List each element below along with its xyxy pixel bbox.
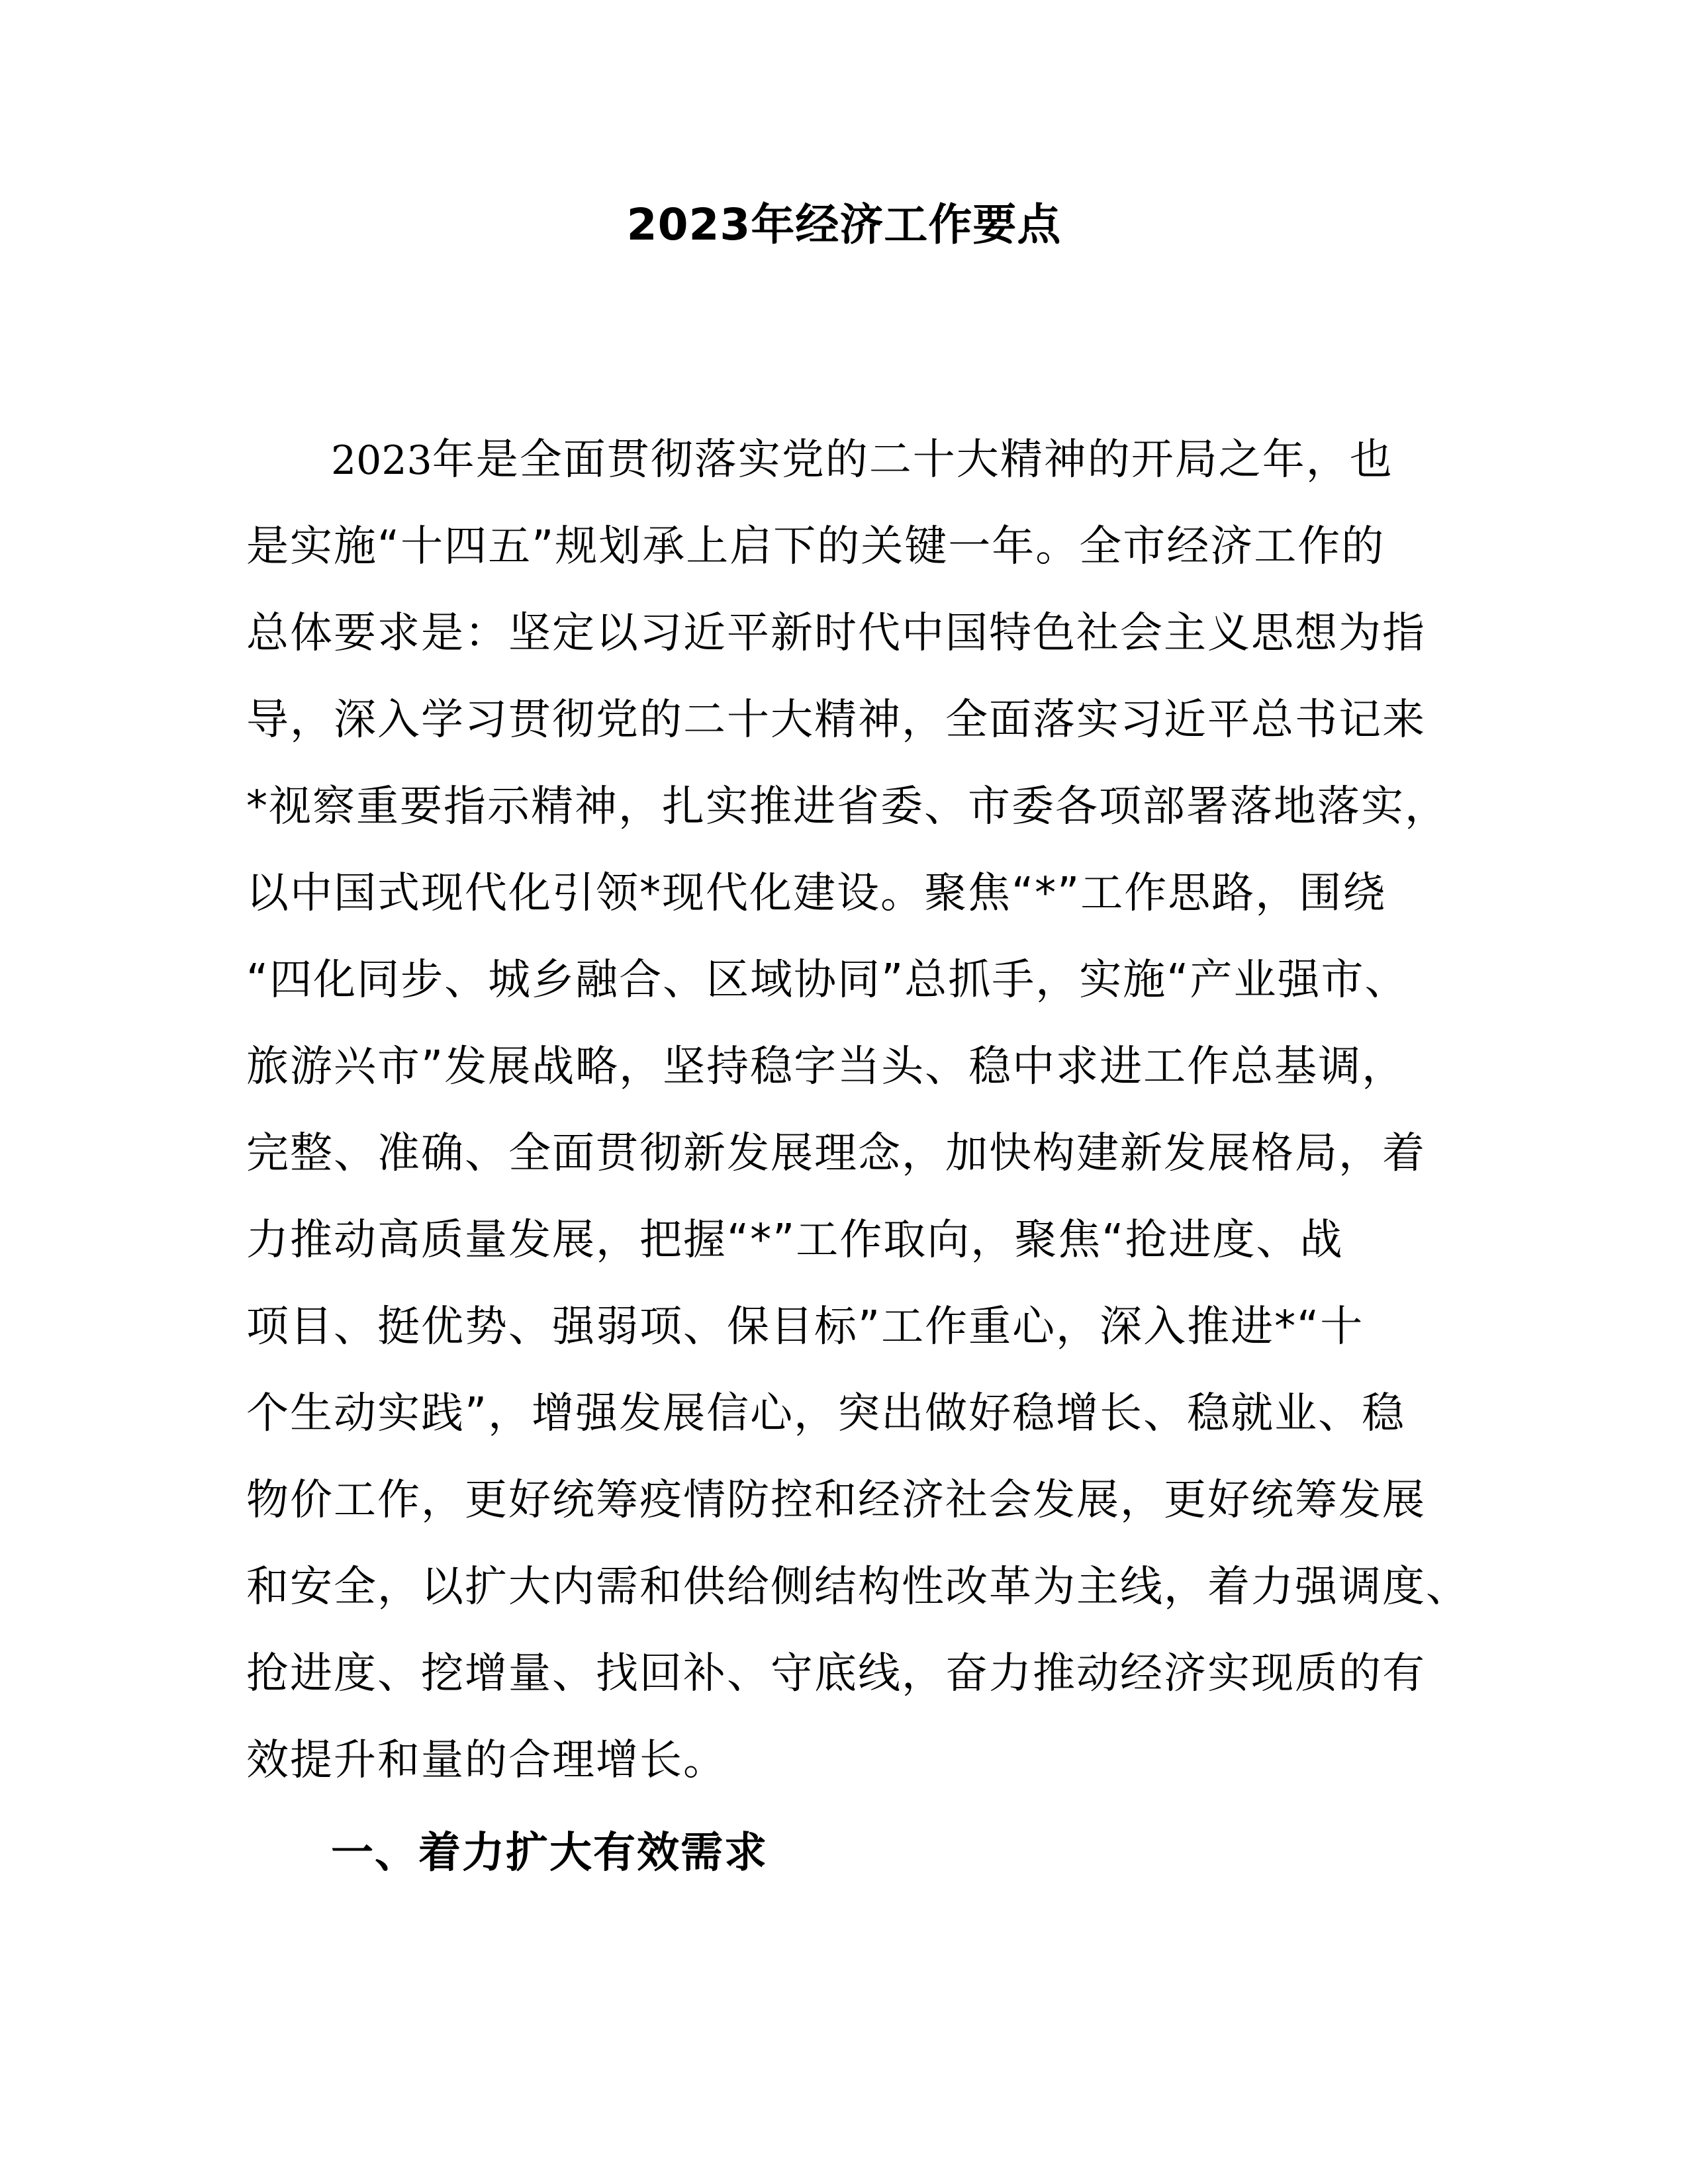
document-title: 2023年经济工作要点	[626, 199, 1062, 250]
paragraph-line-3: 总体要求是：坚定以习近平新时代中国特色社会主义思想为指	[246, 609, 1426, 658]
body-paragraph	[246, 417, 1477, 1804]
paragraph-line-15: 抢进度、挖增量、找回补、守底线，奋力推动经济实现质的有	[246, 1649, 1426, 1698]
paragraph-line-13: 物价工作，更好统筹疫情防控和经济社会发展，更好统筹发展	[246, 1476, 1426, 1525]
paragraph-line-11: 项目、挺优势、强弱项、保目标”工作重心，深入推进*“十	[246, 1302, 1364, 1351]
paragraph-line-5: *视察重要指示精神，扎实推进省委、市委各项部署落地落实，	[246, 782, 1448, 831]
paragraph-line-9: 完整、准确、全面贯彻新发展理念，加快构建新发展格局，着	[246, 1129, 1426, 1178]
paragraph-line-10: 力推动高质量发展，把握“*”工作取向，聚焦“抢进度、战	[246, 1216, 1344, 1265]
paragraph-line-16: 效提升和量的合理增长。	[246, 1736, 727, 1785]
paragraph-line-7: “四化同步、城乡融合、区域协同”总抓手，实施“产业强市、	[246, 956, 1409, 1005]
paragraph-line-1	[246, 417, 1477, 504]
paragraph-year-number: 2023	[331, 437, 432, 484]
paragraph-line-8: 旅游兴市”发展战略，坚持稳字当头、稳中求进工作总基调，	[246, 1042, 1406, 1091]
paragraph-line-1-text: 年是全面贯彻落实党的二十大精神的开局之年，也	[432, 435, 1393, 484]
section-heading: 一、着力扩大有效需求	[331, 1829, 768, 1878]
paragraph-line-12: 个生动实践”，增强发展信心，突出做好稳增长、稳就业、稳	[246, 1389, 1406, 1438]
paragraph-line-14: 和安全，以扩大内需和供给侧结构性改革为主线，着力强调度、	[246, 1563, 1470, 1612]
paragraph-line-4: 导，深入学习贯彻党的二十大精神，全面落实习近平总书记来	[246, 696, 1426, 745]
paragraph-line-6: 以中国式现代化引领*现代化建设。聚焦“*”工作思路，围绕	[246, 869, 1387, 918]
paragraph-line-2: 是实施“十四五”规划承上启下的关键一年。全市经济工作的	[246, 522, 1385, 571]
